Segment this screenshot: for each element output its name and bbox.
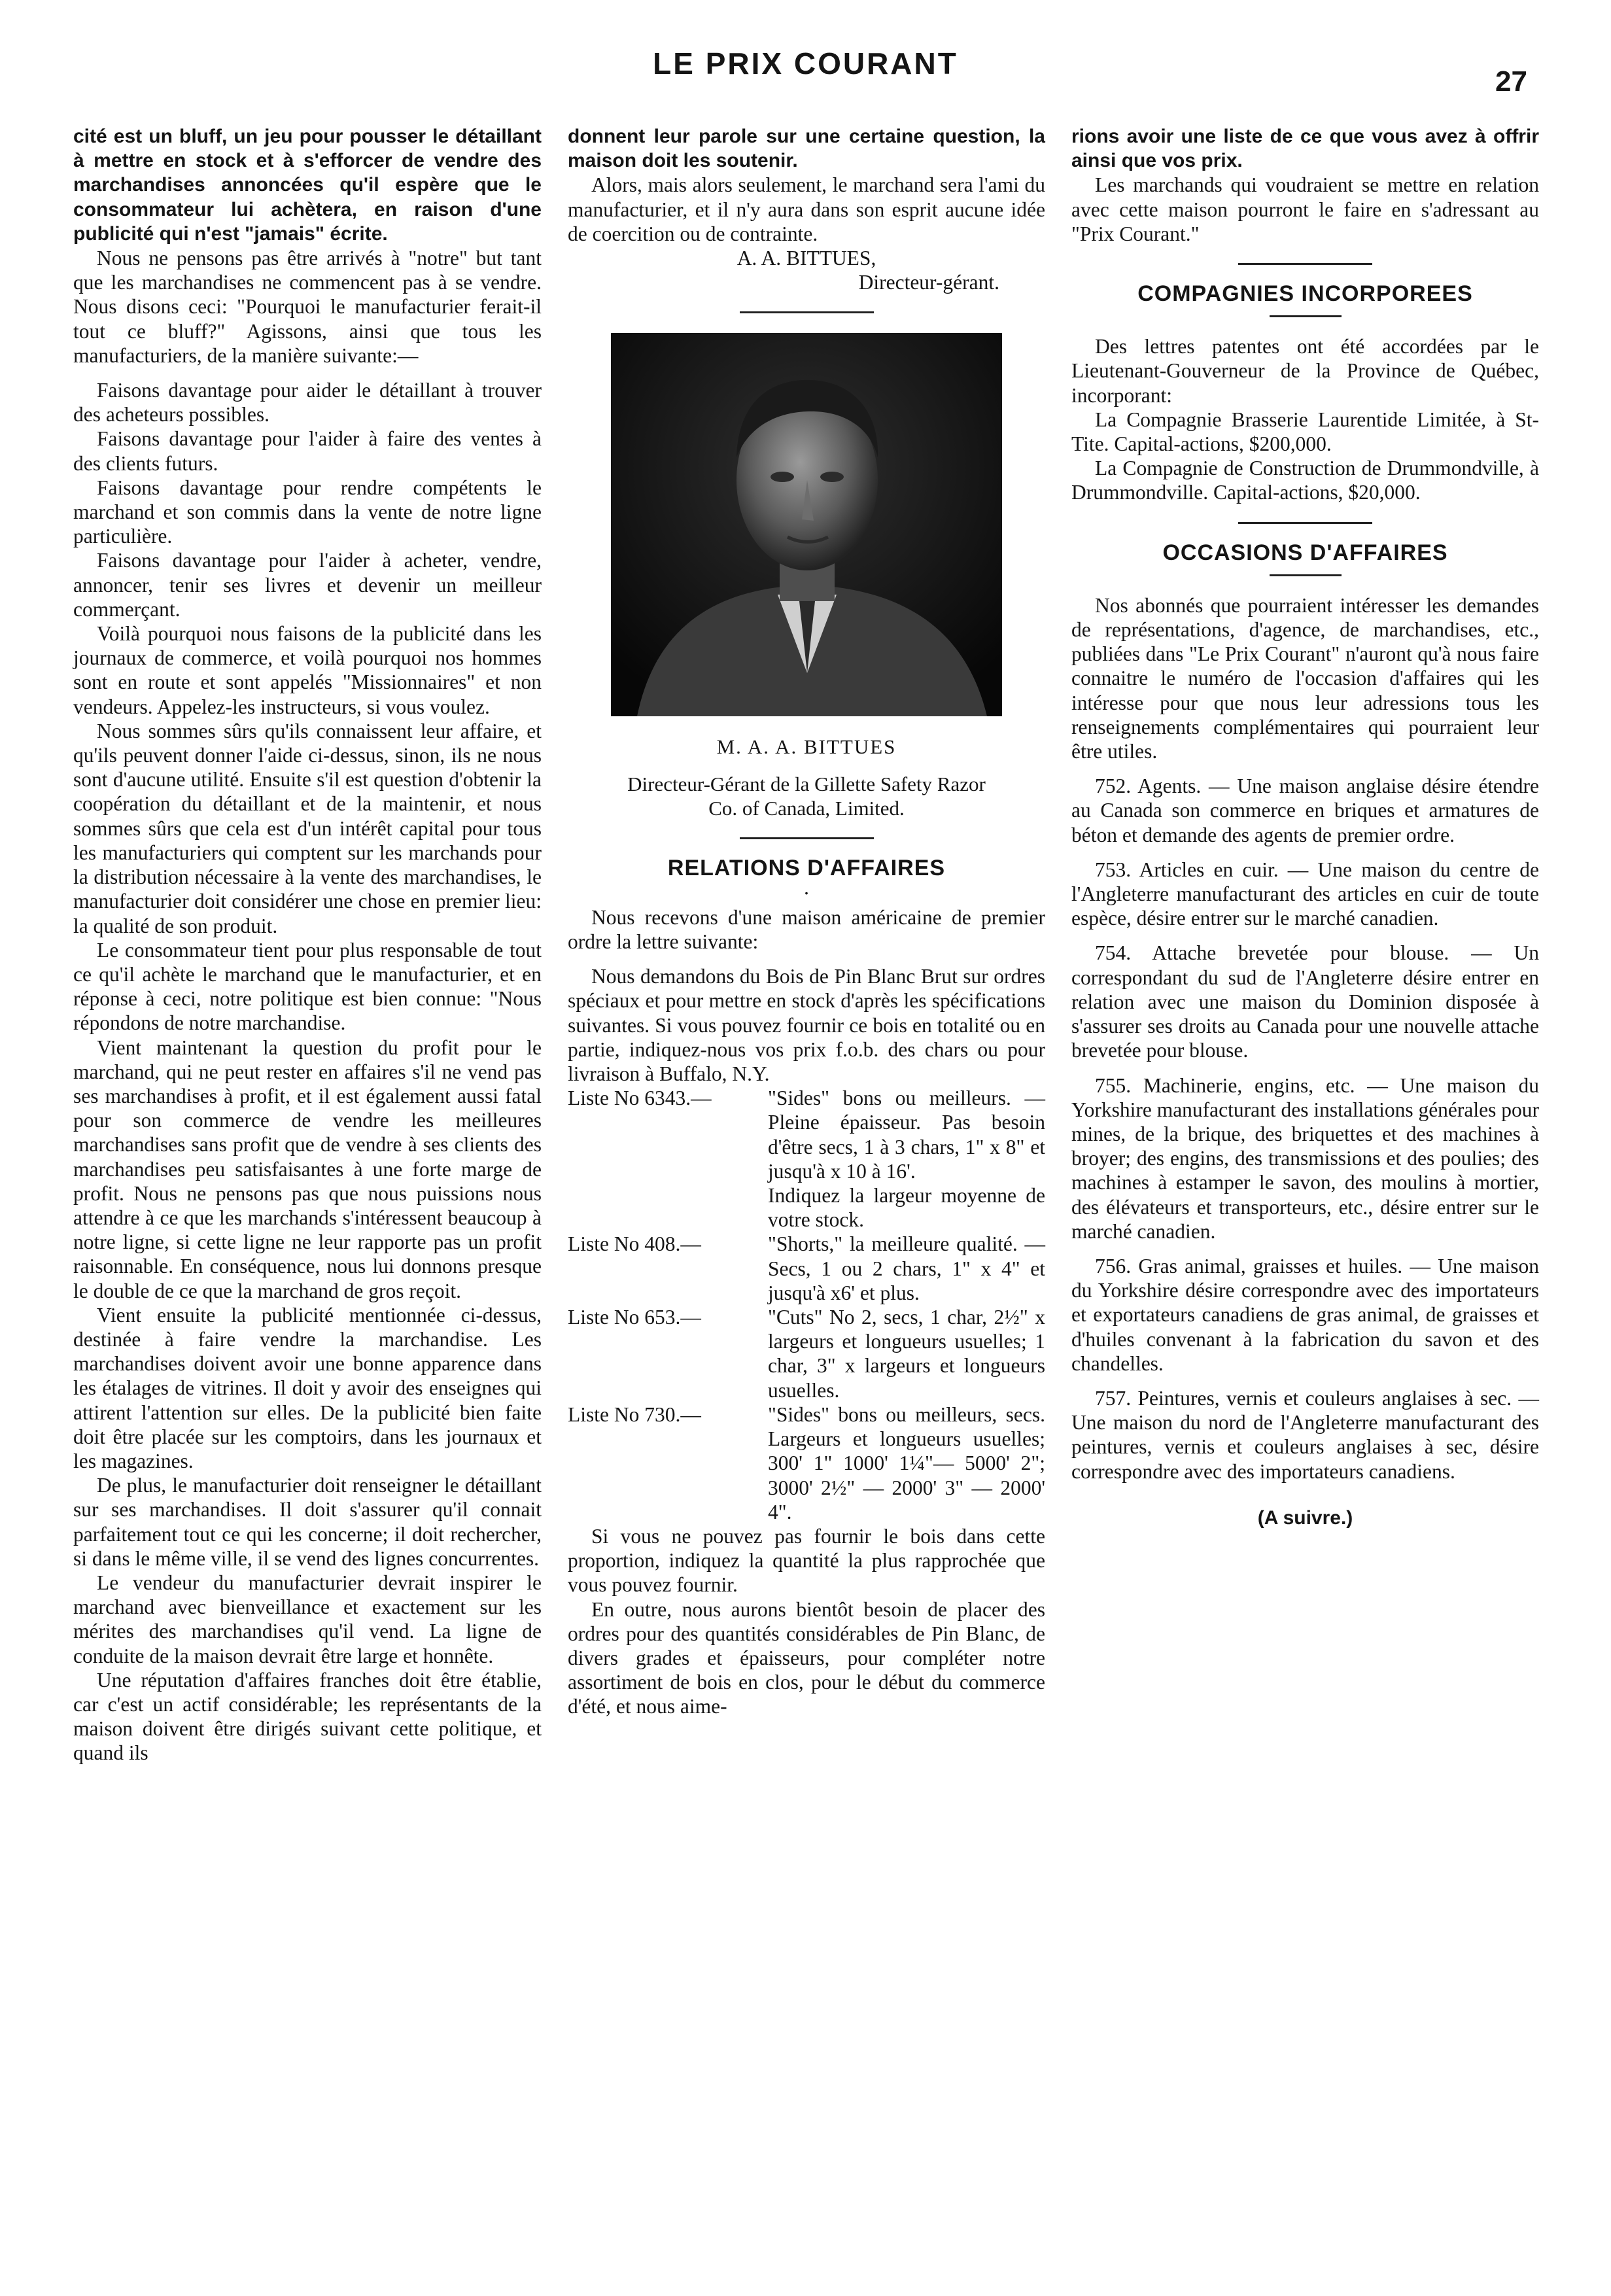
caption-name: M. A. A. BITTUES [716, 735, 897, 759]
article-column-middle [568, 124, 1045, 1719]
paragraph: donnent leur parole sur une certaine question, la maison doit les soutenir. [568, 126, 1045, 172]
paragraph: Si vous ne pouvez pas fournir le bois dans cette proportion, indiquez la quantité la plus rapprochée que vous pouvez fournir. [568, 1524, 1045, 1597]
list-note: Indiquez la largeur moyenne de votre stock. [768, 1184, 1045, 1232]
divider [1270, 574, 1342, 576]
paragraph: Une réputation d'affaires franches doit être établie, car c'est un actif considérable; les représentants de la maison doivent être dirigés suivant cette politique, et quand ils [73, 1668, 542, 1765]
paragraph: En outre, nous aurons bientôt besoin de placer des ordres pour des quantités considérables de Pin Blanc, de divers grades et épaisseurs, pour compléter notre assortiment de bois en clos, pour le début du commerce d'été, et nous aime- [568, 1597, 1045, 1718]
paragraph: Nous recevons d'une maison américaine de premier ordre la lettre suivante: [568, 905, 1045, 954]
section-title: COMPAGNIES INCORPOREES [1137, 281, 1473, 307]
paragraph: Les marchands qui voudraient se mettre en relation avec cette maison pourront le faire en s'adressant au "Prix Courant." [1071, 173, 1539, 245]
paragraph: 757. Peintures, vernis et couleurs anglaises à sec. — Une maison du nord de l'Angleterre manufacturant des peintures, vernis et couleurs anglaises à sec, désire correspondre avec des importateurs canadiens. [1071, 1386, 1539, 1483]
list-label: Liste No 6343.— [568, 1087, 712, 1110]
page-header [0, 46, 1611, 97]
signature [568, 246, 1045, 294]
paragraph: cité est un bluff, un jeu pour pousser le détaillant à mettre en stock et à s'efforcer de vendre des marchandises annoncées qu'il espère que le consommateur lui achètera, en raison d'une publicité qui n'est "jamais" écrite. [73, 126, 542, 245]
section-title: OCCASIONS D'AFFAIRES [1162, 540, 1448, 565]
list-text: "Sides" bons ou meilleurs. — Pleine épaisseur. Pas besoin d'être secs, 1 à 3 chars, 1" x 8" et jusqu'à x 10 à 16'. [768, 1087, 1045, 1183]
paragraph: Faisons davantage pour rendre compétents le marchand et son commis dans la vente de notre ligne particulière. [73, 476, 542, 548]
dot-ornament: · [803, 881, 810, 905]
paragraph: Alors, mais alors seulement, le marchand sera l'ami du manufacturier, et il n'y aura dans son esprit aucune idée de coercition ou de contrainte. [568, 173, 1045, 245]
list-entry [568, 1232, 1045, 1305]
paragraph: rions avoir une liste de ce que vous avez à offrir ainsi que vos prix. [1071, 126, 1539, 172]
paragraph: Vient maintenant la question du profit pour le marchand, qui ne peut rester en affaires s'il ne vend pas ses marchandises à profit, et il est également aussi fatal pour son commerce de vendre les meilleures marchandises sans profit que de vendre à ses clients des marchandises peu satisfaisantes à une forte marge de profit. Nous ne pensons pas que nous puissions nous attendre à ce que les marchands s'intéressent beaucoup à notre ligne, si cette ligne ne leur rapporte pas un profit raisonnable. En conséquence, nous lui donnons presque le double de ce que la marchand de gros reçoit. [73, 1035, 542, 1302]
paragraph: De plus, le manufacturier doit renseigner le détaillant sur ses marchandises. Il doit s'assurer qu'il connait parfaitement tout ce qui les concerne; il doit rechercher, si dans le même ville, il se vend des lignes concurrentes. [73, 1474, 542, 1570]
paragraph: Le consommateur tient pour plus responsable de tout ce qu'il achète le marchand que le manufacturier, et en réponse à ceci, notre politique est bien connue: "Nous répondons de notre marchandise. [73, 938, 542, 1035]
paragraph: 755. Machinerie, engins, etc. — Une maison du Yorkshire manufacturant des installations générales pour mines, de la brique, des briquettes et des machines à broyer; des engins, des transmissions et des poulies; des machines à estamper le savon, des moulins à mortier, des élévateurs et transporteurs, etc., désire entrer sur le marché canadien. [1071, 1073, 1539, 1243]
photo-caption [568, 735, 1045, 820]
paragraph: 754. Attache brevetée pour blouse. — Un correspondant du sud de l'Angleterre désire entrer en relation avec une maison du Dominion disposée à s'assurer ses droits au Canada pour une nouvelle attache brevetée pour blouse. [1071, 941, 1539, 1062]
list-label: Liste No 653.— [568, 1306, 701, 1329]
paragraph: Faisons davantage pour l'aider à faire des ventes à des clients futurs. [73, 427, 542, 475]
caption-line: Co. of Canada, Limited. [708, 797, 905, 820]
divider [1238, 263, 1372, 265]
section-title: RELATIONS D'AFFAIRES [667, 856, 946, 881]
caption-line: Directeur-Gérant de la Gillette Safety Razor [627, 773, 986, 796]
paragraph: Faisons davantage pour l'aider à acheter, vendre, annoncer, tenir ses livres et devenir un meilleur commerçant. [73, 549, 542, 621]
divider [740, 837, 874, 839]
paragraph: Nous sommes sûrs qu'ils connaissent leur affaire, et qu'ils peuvent donner l'aide ci-dessus, sinon, ils ne nous sont d'aucune utilité. Ensuite s'il est question d'obtenir la coopération du détaillant et de la maintenir, et nous sommes sûrs que cela est d'un intérêt capital pour tous les manufacturiers qui comptent sur les marchands pour la distribution nécessaire à la vente des marchandises, le manufacturier doit considérer une chose en premier lieu: la qualité de son produit. [73, 719, 542, 937]
divider [1270, 315, 1342, 317]
paragraph: 752. Agents. — Une maison anglaise désire étendre au Canada son commerce en briques et armatures de béton et demande des agents de premier ordre. [1071, 774, 1539, 846]
paragraph: Nos abonnés que pourraient intéresser les demandes de représentations, d'agence, de marchandises, etc., publiées dans "Le Prix Courant" n'auront qu'à nous faire connaitre le numéro de l'occasion d'affaires qui les intéresse pour que nous leur adressions tous les renseignements complémentaires qui pourraient leur être utiles. [1071, 593, 1539, 763]
article-column-left [73, 124, 542, 1765]
paragraph: La Compagnie de Construction de Drummondville, à Drummondville. Capital-actions, $20,000. [1071, 457, 1539, 504]
signature-name: A. A. BITTUES, [736, 247, 876, 270]
paragraph: Faisons davantage pour aider le détaillant à trouver des acheteurs possibles. [73, 379, 542, 426]
signature-title: Directeur-gérant. [858, 271, 999, 294]
divider [740, 311, 874, 313]
list-text: "Cuts" No 2, secs, 1 char, 2½" x largeurs et longueurs usuelles; 1 char, 3" x largeurs et longueurs usuelles. [768, 1306, 1045, 1402]
list-entry [568, 1086, 1045, 1232]
portrait-photo [611, 333, 1002, 716]
paragraph: Des lettres patentes ont été accordées par le Lieutenant-Gouverneur de la Province de Québec, incorporant: [1071, 335, 1539, 407]
list-entry [568, 1305, 1045, 1402]
paragraph: Vient ensuite la publicité mentionnée ci-dessus, destinée à faire vendre la marchandise. Les marchandises doivent avoir une bonne apparence dans les étalages de vitrines. Il doit y avoir des enseignes qui attirent l'attention sur elles. De la publicité bien faite doit être placée sur les comptoirs, dans les journaux et les magazines. [73, 1303, 542, 1472]
paragraph: 756. Gras animal, graisses et huiles. — Une maison du Yorkshire désire correspondre avec des importateurs et exportateurs canadiens de gras animal, de graisses et d'huiles convenant à la fabrication du savon et des chandelles. [1071, 1254, 1539, 1375]
list-text: "Sides" bons ou meilleurs, secs. Largeurs et longueurs usuelles; 300' 1" 1000' 1¼"— 5000' 2"; 3000' 2½" — 2000' 3" — 2000' 4". [768, 1402, 1045, 1523]
paragraph: Nous ne pensons pas être arrivés à "notre" but tant que les marchandises ne commencent pas à se vendre. Nous disons ceci: "Pourquoi le manufacturier ferait-il tout ce bluff?" Agissons, ainsi que tous les manufacturiers, de la manière suivante:— [73, 247, 542, 367]
paragraph: Voilà pourquoi nous faisons de la publicité dans les journaux de commerce, et voilà pourquoi nos hommes sont en route et sont appelés "Missionnaires" et non vendeurs. Appelez-les instructeurs, si vous voulez. [73, 622, 542, 718]
article-column-right [1071, 124, 1539, 1530]
list-entry [568, 1402, 1045, 1524]
divider [1238, 522, 1372, 524]
paragraph: La Compagnie Brasserie Laurentide Limitée, à St-Tite. Capital-actions, $200,000. [1071, 408, 1539, 456]
paragraph: Le vendeur du manufacturier devrait inspirer le marchand avec bienveillance et exactement sur les mérites des marchandises qu'il vend. La ligne de conduite de la maison devrait être large et honnête. [73, 1571, 542, 1667]
list-text: "Shorts," la meilleure qualité. — Secs, 1 ou 2 chars, 1" x 4" et jusqu'à x6' et plus. [768, 1232, 1045, 1304]
journal-title: LE PRIX COURANT [653, 46, 958, 80]
continuation-note: (A suivre.) [1257, 1506, 1353, 1529]
list-label: Liste No 730.— [568, 1402, 701, 1426]
list-label: Liste No 408.— [568, 1232, 701, 1256]
paragraph: Nous demandons du Bois de Pin Blanc Brut sur ordres spéciaux et pour mettre en stock d'après les spécifications suivantes. Si vous pouvez fournir ce bois en totalité ou en partie, indiquez-nous vos prix f.o.b. des chars ou pour livraison à Buffalo, N.Y. [568, 965, 1045, 1086]
page-number: 27 [1495, 65, 1527, 97]
paragraph: 753. Articles en cuir. — Une maison du centre de l'Angleterre manufacturant des articles en cuir de toute espèce, désire entrer sur le marché canadien. [1071, 858, 1539, 930]
